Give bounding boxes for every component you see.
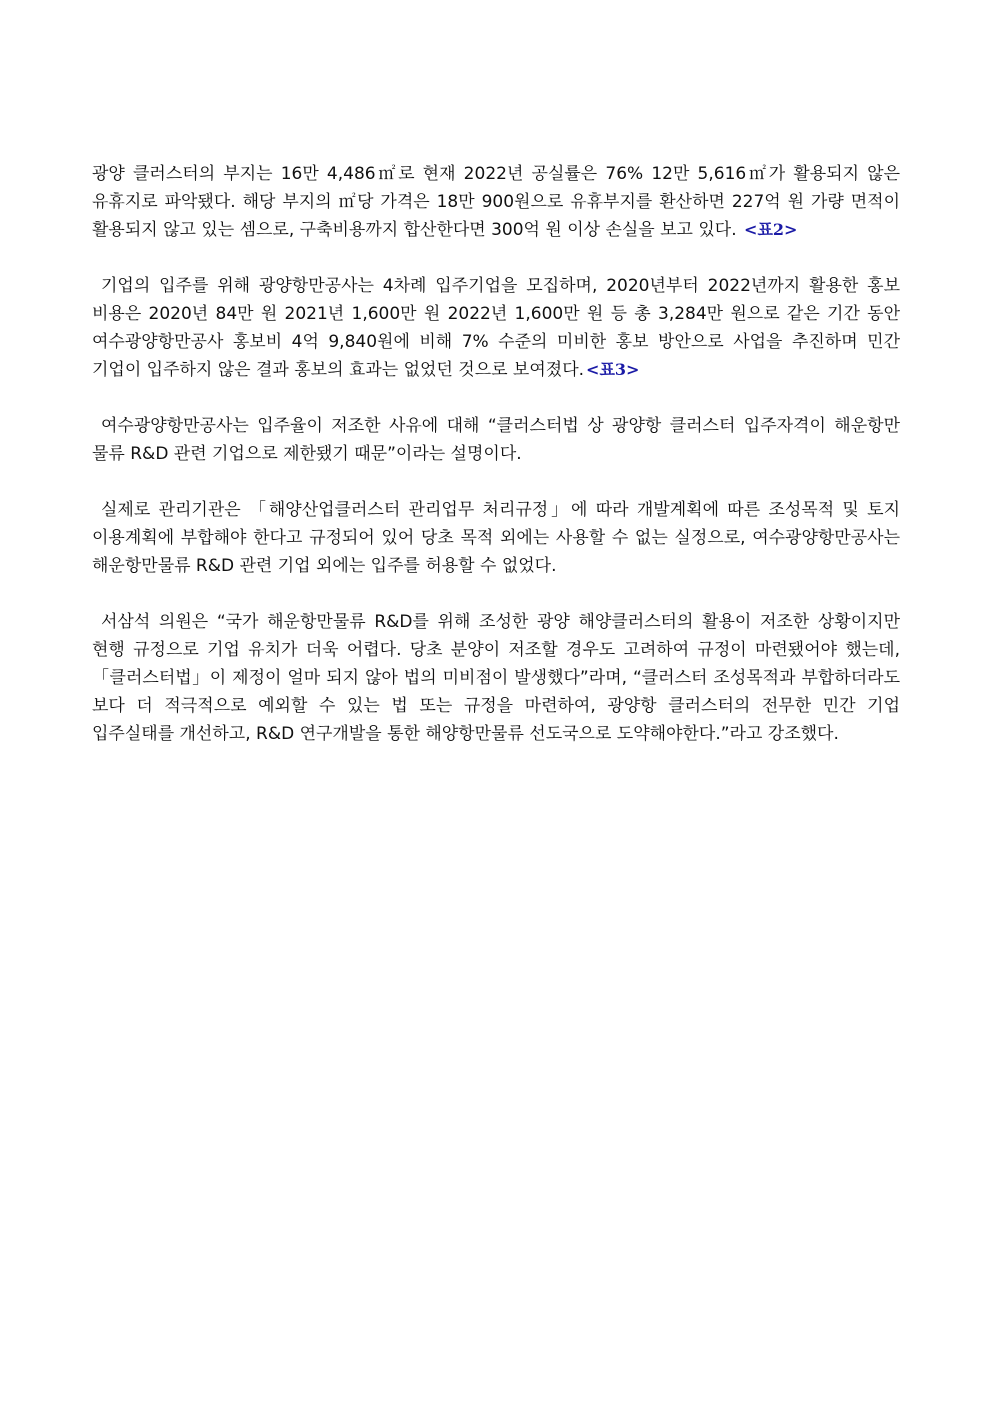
paragraph-text: 서삼석 의원은 “국가 해운항만물류 R&D를 위해 조성한 광양 해양클러스터의 활용이 저조한 상황이지만 현행 규정으로 기업 유치가 더욱 어렵다. 당초 분양이 저조할 경우도 고려하여 규정이 마련됐어야 했는데, 「클러스터법」이 제정이 얼마 되지 않아 법의 미비점이 발생했다”라며, “클러스터 조성목적과 부합하더라도 보다 더 적극적으로 예외할 수 있는 법 또는 규정을 마련하여, 광양항 클러스터의 전무한 민간 기업 입주실태를 개선하고, R&D 연구개발을 통한 해양항만물류 선도국으로 도약해야한다.”라고 강조했다. <box>92 612 900 744</box>
paragraph-low-occupancy-reason <box>92 412 900 468</box>
paragraph-regulation <box>92 496 900 580</box>
paragraph-vacancy-loss <box>92 160 900 244</box>
paragraph-text: 광양 클러스터의 부지는 16만 4,486㎡로 현재 2022년 공실률은 76% 12만 5,616㎡가 활용되지 않은 유휴지로 파악됐다. 해당 부지의 ㎡당 가격은 18만 900원으로 유휴부지를 환산하면 227억 원 가량 면적이 활용되지 않고 있는 셈으로, 구축비용까지 합산한다면 300억 원 이상 손실을 보고 있다. <box>92 164 900 240</box>
table-reference: <표3> <box>586 360 640 379</box>
table-reference: <표2> <box>744 220 798 239</box>
paragraph-text: 여수광양항만공사는 입주율이 저조한 사유에 대해 “클러스터법 상 광양항 클러스터 입주자격이 해운항만 물류 R&D 관련 기업으로 제한됐기 때문”이라는 설명이다. <box>92 416 900 464</box>
paragraph-quote <box>92 608 900 748</box>
paragraph-text: 기업의 입주를 위해 광양항만공사는 4차례 입주기업을 모집하며, 2020년부터 2022년까지 활용한 홍보 비용은 2020년 84만 원 2021년 1,600만 원 2022년 1,600만 원 등 총 3,284만 원으로 같은 기간 동안 여수광양항만공사 홍보비 4억 9,840원에 비해 7% 수준의 미비한 홍보 방안으로 사업을 추진하며 민간 기업이 입주하지 않은 결과 홍보의 효과는 없었던 것으로 보여졌다. <box>92 276 900 380</box>
paragraph-promotion-cost <box>92 272 900 384</box>
document-body <box>92 160 900 776</box>
paragraph-text: 실제로 관리기관은 「해양산업클러스터 관리업무 처리규정」에 따라 개발계획에 따른 조성목적 및 토지 이용계획에 부합해야 한다고 규정되어 있어 당초 목적 외에는 사용할 수 없는 실정으로, 여수광양항만공사는 해운항만물류 R&D 관련 기업 외에는 입주를 허용할 수 없었다. <box>92 500 900 576</box>
